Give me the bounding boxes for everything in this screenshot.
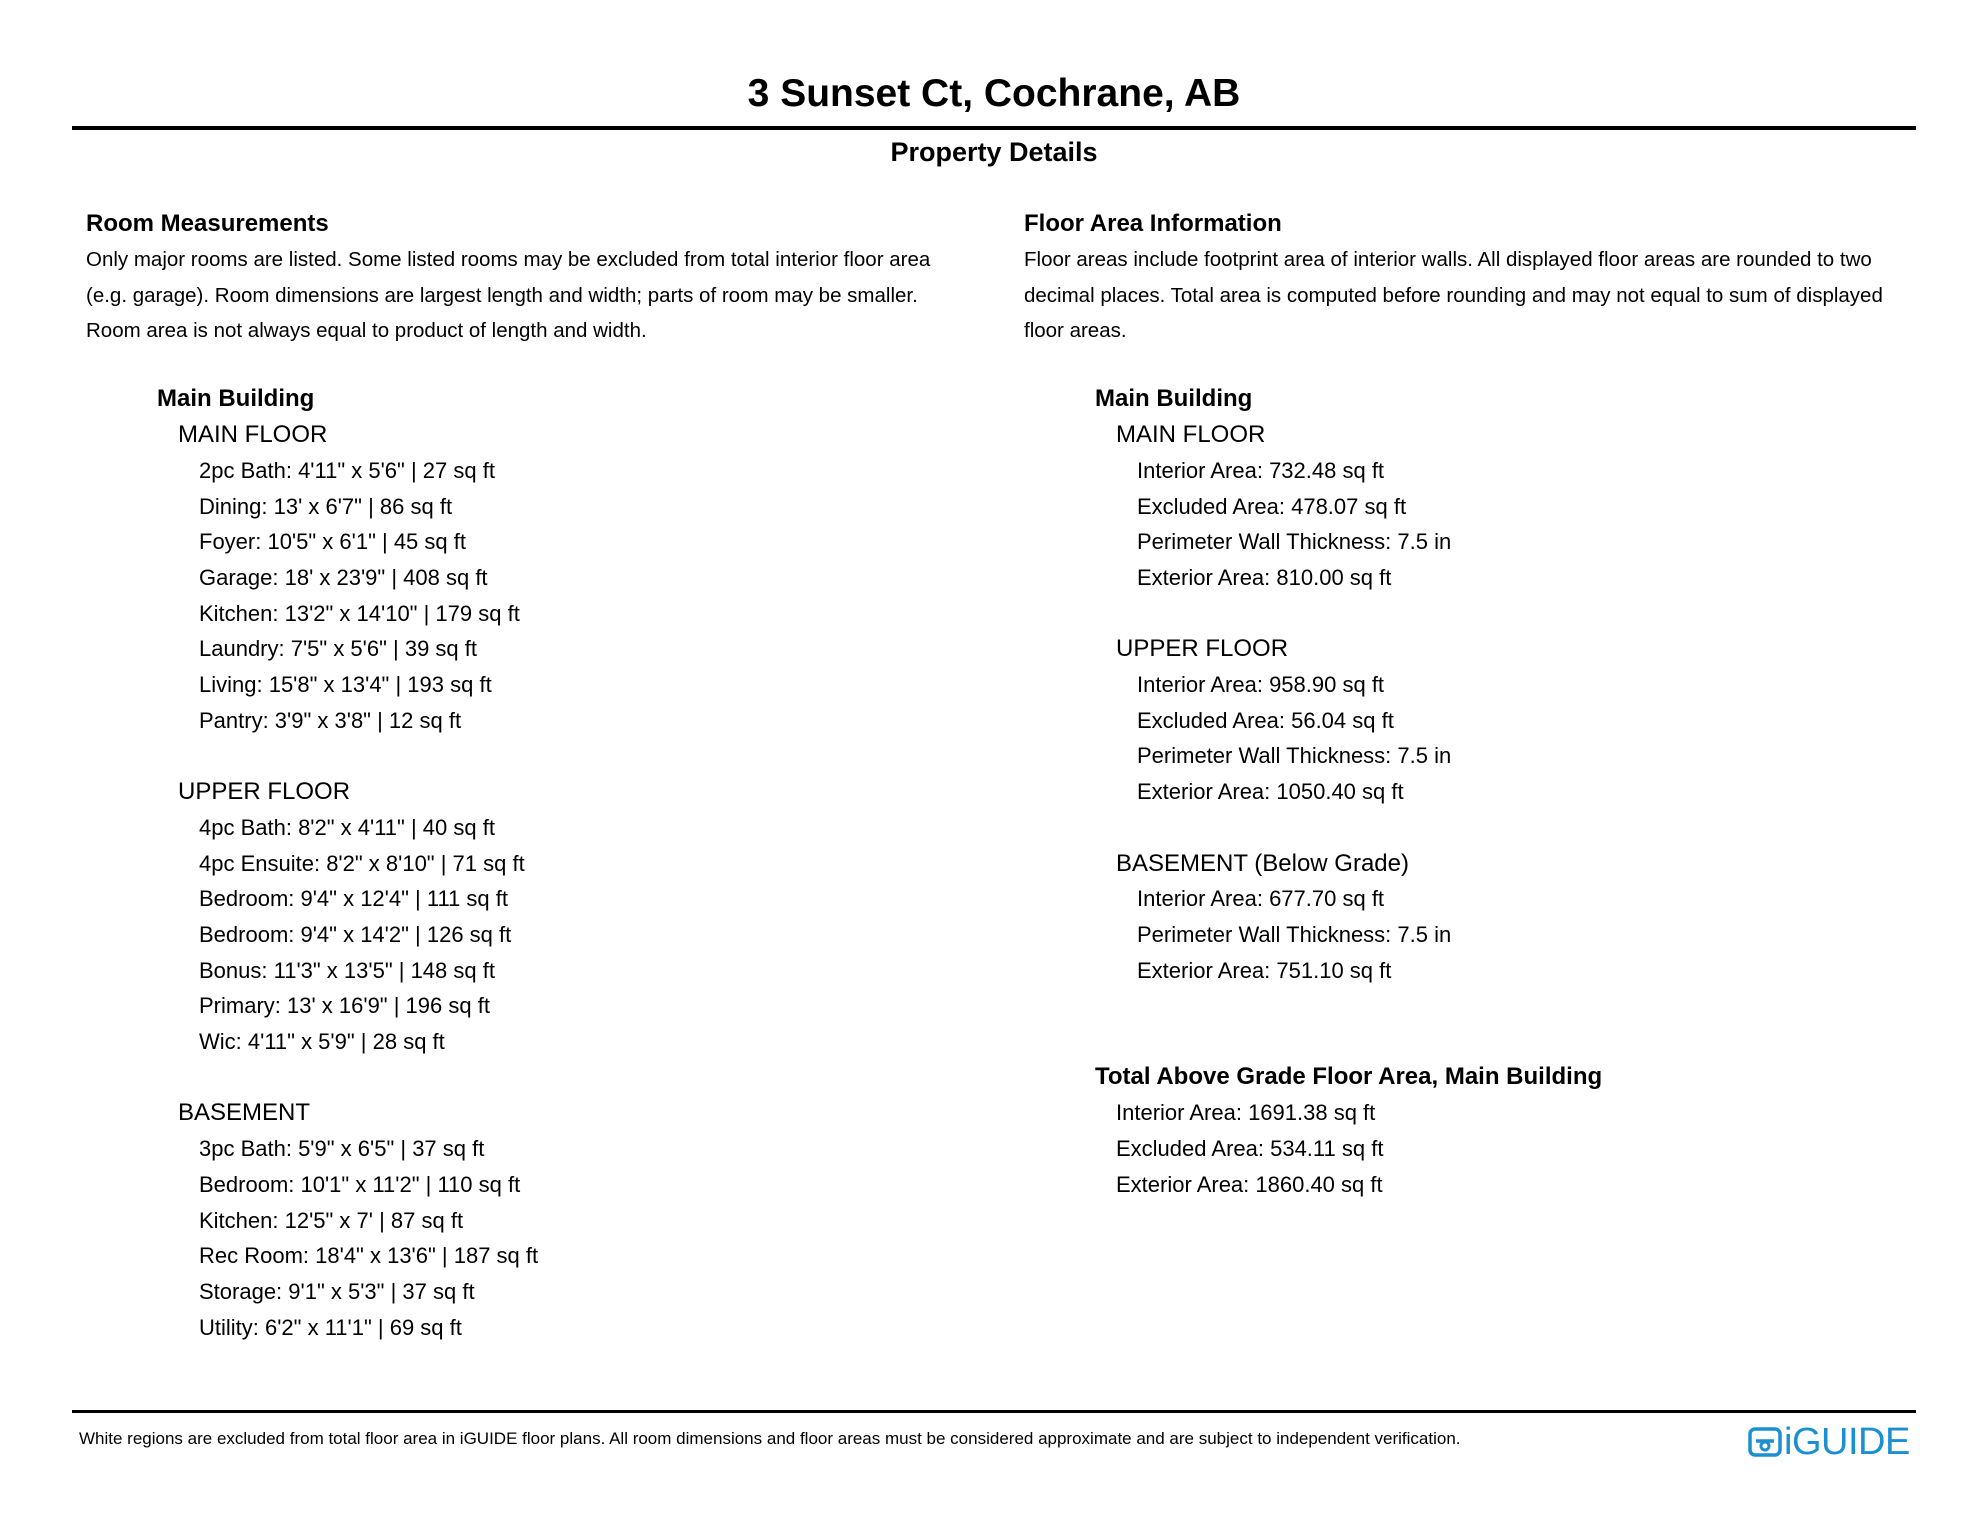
area-item: Exterior Area: 810.00 sq ft bbox=[1137, 564, 1392, 590]
room-item: Wic: 4'11" x 5'9" | 28 sq ft bbox=[199, 1029, 445, 1055]
iguide-camera-icon bbox=[1748, 1425, 1782, 1459]
intro-line: decimal places. Total area is computed before rounding and may not equal to sum of displayed bbox=[1024, 283, 1883, 307]
building-heading: Main Building bbox=[157, 385, 315, 413]
area-item: Interior Area: 677.70 sq ft bbox=[1137, 886, 1385, 912]
room-measurements-title: Room Measurements bbox=[86, 210, 329, 237]
floor-heading: MAIN FLOOR bbox=[178, 421, 328, 449]
area-item: Exterior Area: 1050.40 sq ft bbox=[1137, 779, 1404, 805]
page-subtitle: Property Details bbox=[890, 137, 1098, 167]
floor-basement bbox=[1116, 846, 1924, 989]
floor-upper bbox=[1116, 631, 1924, 810]
area-item: Perimeter Wall Thickness: 7.5 in bbox=[1137, 743, 1452, 769]
floor-upper bbox=[178, 774, 986, 1060]
intro-line: Only major rooms are listed. Some listed rooms may be excluded from total interior floor area bbox=[86, 248, 931, 271]
intro-line: (e.g. garage). Room dimensions are largest length and width; parts of room may be smaller. bbox=[86, 283, 918, 307]
room-item: Bonus: 11'3" x 13'5" | 148 sq ft bbox=[199, 957, 495, 983]
room-item: Rec Room: 18'4" x 13'6" | 187 sq ft bbox=[199, 1243, 539, 1269]
room-item: Garage: 18' x 23'9" | 408 sq ft bbox=[199, 564, 488, 590]
area-item: Excluded Area: 478.07 sq ft bbox=[1137, 493, 1407, 519]
room-item: Bedroom: 9'4" x 14'2" | 126 sq ft bbox=[199, 921, 512, 947]
room-item: 2pc Bath: 4'11" x 5'6" | 27 sq ft bbox=[199, 457, 495, 483]
area-item: Interior Area: 732.48 sq ft bbox=[1137, 457, 1385, 483]
floor-area-title: Floor Area Information bbox=[1024, 210, 1282, 237]
area-list bbox=[1137, 667, 1924, 810]
building-heading: Main Building bbox=[1095, 385, 1253, 413]
room-item: 3pc Bath: 5'9" x 6'5" | 37 sq ft bbox=[199, 1136, 485, 1162]
room-item: Kitchen: 13'2" x 14'10" | 179 sq ft bbox=[199, 600, 520, 626]
area-item: Excluded Area: 56.04 sq ft bbox=[1137, 707, 1394, 733]
total-item: Excluded Area: 534.11 sq ft bbox=[1116, 1136, 1384, 1162]
room-list bbox=[199, 1131, 986, 1345]
area-item: Exterior Area: 751.10 sq ft bbox=[1137, 957, 1392, 983]
room-item: Storage: 9'1" x 5'3" | 37 sq ft bbox=[199, 1278, 475, 1304]
area-list bbox=[1137, 453, 1924, 596]
room-item: Utility: 6'2" x 11'1" | 69 sq ft bbox=[199, 1314, 462, 1340]
total-item: Exterior Area: 1860.40 sq ft bbox=[1116, 1171, 1383, 1197]
room-item: Primary: 13' x 16'9" | 196 sq ft bbox=[199, 993, 490, 1019]
floor-heading: UPPER FLOOR bbox=[1116, 635, 1289, 663]
total-heading: Total Above Grade Floor Area, Main Building bbox=[1095, 1063, 1603, 1091]
area-item: Interior Area: 958.90 sq ft bbox=[1137, 672, 1385, 698]
iguide-logo bbox=[1748, 1422, 1910, 1462]
floor-area-section bbox=[1024, 206, 1924, 1202]
room-item: 4pc Bath: 8'2" x 4'11" | 40 sq ft bbox=[199, 814, 495, 840]
page-title: 3 Sunset Ct, Cochrane, AB bbox=[747, 72, 1241, 115]
floor-area-intro bbox=[1024, 242, 1924, 349]
room-measurements-intro bbox=[86, 242, 986, 349]
floor-heading: UPPER FLOOR bbox=[178, 778, 351, 806]
area-item: Perimeter Wall Thickness: 7.5 in bbox=[1137, 529, 1452, 555]
area-item: Perimeter Wall Thickness: 7.5 in bbox=[1137, 921, 1452, 947]
room-item: Dining: 13' x 6'7" | 86 sq ft bbox=[199, 493, 453, 519]
room-item: Pantry: 3'9" x 3'8" | 12 sq ft bbox=[199, 707, 462, 733]
room-item: Bedroom: 10'1" x 11'2" | 110 sq ft bbox=[199, 1171, 521, 1197]
intro-line: Floor areas include footprint area of interior walls. All displayed floor areas are rounded to two bbox=[1024, 248, 1872, 271]
total-item: Interior Area: 1691.38 sq ft bbox=[1116, 1100, 1376, 1126]
total-list bbox=[1116, 1095, 1924, 1202]
room-list bbox=[199, 453, 986, 739]
area-list bbox=[1137, 881, 1924, 988]
floor-heading: MAIN FLOOR bbox=[1116, 421, 1266, 449]
room-item: 4pc Ensuite: 8'2" x 8'10" | 71 sq ft bbox=[199, 850, 525, 876]
room-item: Foyer: 10'5" x 6'1" | 45 sq ft bbox=[199, 529, 466, 555]
room-list bbox=[199, 810, 986, 1060]
room-item: Bedroom: 9'4" x 12'4" | 111 sq ft bbox=[199, 886, 508, 912]
floor-heading: BASEMENT (Below Grade) bbox=[1116, 849, 1409, 877]
room-item: Kitchen: 12'5" x 7' | 87 sq ft bbox=[199, 1207, 464, 1233]
footer-divider bbox=[72, 1410, 1916, 1413]
title-divider bbox=[72, 126, 1916, 130]
intro-line: Room area is not always equal to product of length and width. bbox=[86, 319, 647, 343]
logo-text: iGUIDE bbox=[1784, 1421, 1910, 1463]
floor-main bbox=[1116, 417, 1924, 596]
room-measurements-section bbox=[86, 206, 986, 1345]
intro-line: floor areas. bbox=[1024, 319, 1127, 343]
footer-disclaimer: White regions are excluded from total floor area in iGUIDE floor plans. All room dimensions and floor areas must be considered approximate and are subject to independent verification. bbox=[79, 1429, 1461, 1448]
room-item: Laundry: 7'5" x 5'6" | 39 sq ft bbox=[199, 636, 478, 662]
room-item: Living: 15'8" x 13'4" | 193 sq ft bbox=[199, 672, 492, 698]
floor-heading: BASEMENT bbox=[178, 1099, 311, 1127]
floor-basement bbox=[178, 1095, 986, 1345]
floor-main bbox=[178, 417, 986, 738]
